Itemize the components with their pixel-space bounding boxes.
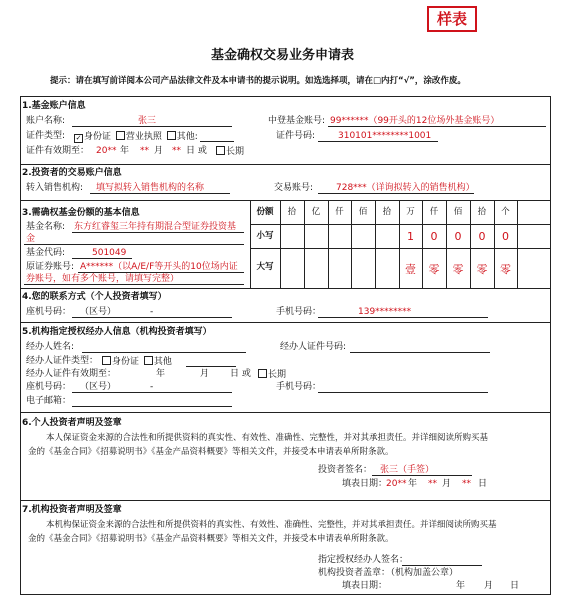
individual-declaration-line2: 金的《基金合同》《招募说明书》《基金产品资料概要》等相关文件，并接受本申请表单所附条款。 <box>28 447 394 457</box>
orig-account-value-line1: A******（以A/E/F等开头的10位场内证 <box>80 262 238 272</box>
fund-name-label: 基金名称: <box>26 222 66 232</box>
fill-date-month: ** <box>428 479 437 489</box>
orig-account-value-line2: 券账号，如有多个账号，请填写完整） <box>26 274 180 284</box>
day-unit: 日 或 <box>186 146 207 156</box>
agent-long-term-option <box>256 369 286 381</box>
fund-code-label: 基金代码: <box>26 248 66 258</box>
day-unit: 日 <box>510 581 520 591</box>
year-unit: 年 <box>456 581 466 591</box>
checkbox-long-term[interactable] <box>216 146 225 155</box>
divider <box>20 200 551 201</box>
uppercase-digit[interactable]: 壹 <box>405 263 416 276</box>
fill-date-label: 填表日期： <box>342 479 388 489</box>
agent-opt-id-label: 身份证 <box>112 357 140 367</box>
lowercase-digit[interactable]: 0 <box>502 230 509 243</box>
divider <box>20 500 551 501</box>
long-term-label: 长期 <box>226 147 245 157</box>
account-name-value: 张三 <box>138 116 157 126</box>
grid-line <box>517 200 518 288</box>
agent-phone-dash: - <box>150 382 154 392</box>
uppercase-label: 大写 <box>256 262 274 272</box>
fill-date-year: 20** <box>386 479 407 489</box>
unit-label: 仟 <box>429 207 439 217</box>
agent-id-field[interactable] <box>350 352 490 353</box>
section-3-heading: 3.需确权基金份额的基本信息 <box>22 208 140 218</box>
lowercase-label: 小写 <box>256 231 274 241</box>
individual-declaration-line1: 本人保证资金来源的合法性和所提供资料的真实性、有效性、准确性、完整性，并对其承担责任。并详细阅读所购买基 <box>46 433 489 443</box>
fund-code-value: 501049 <box>92 248 127 258</box>
divider <box>20 288 551 289</box>
unit-label: 万 <box>406 207 415 217</box>
section-5-heading: 5.机构指定授权经办人信息（机构投资者填写） <box>22 327 212 337</box>
agent-id-type-label: 经办人证件类型： <box>26 356 99 366</box>
lowercase-digit[interactable]: 0 <box>430 230 438 243</box>
uppercase-digit[interactable]: 零 <box>452 263 464 276</box>
orig-account-label: 原证券账号: <box>26 262 75 272</box>
agent-other-id-field[interactable] <box>186 366 236 367</box>
divider <box>20 412 551 413</box>
other-id-field[interactable] <box>200 141 234 142</box>
id-number-label: 证件号码: <box>276 131 316 141</box>
section-7-heading: 7.机构投资者声明及签章 <box>22 505 122 515</box>
validity-year: 20** <box>96 146 117 156</box>
lowercase-digit[interactable]: 1 <box>407 230 414 243</box>
fund-name-field-2[interactable] <box>24 244 244 245</box>
divider <box>20 322 551 323</box>
landline-label: 座机号码： <box>26 307 72 317</box>
day-unit: 日 或 <box>230 369 251 379</box>
fund-name-value-line2: 金 <box>26 234 36 244</box>
orig-account-field-2[interactable] <box>24 284 244 285</box>
agent-landline-field[interactable] <box>72 392 232 393</box>
opt-id-card-label: 身份证 <box>84 132 112 142</box>
month-unit: 月 <box>442 479 452 489</box>
agent-name-label: 经办人姓名: <box>26 342 75 352</box>
validity-label: 证件有效期至： <box>26 146 90 156</box>
fill-date-day: ** <box>462 479 471 489</box>
trade-account-value: 728***（详询拟转入的销售机构） <box>336 183 475 193</box>
sample-stamp: 样表 <box>427 6 477 32</box>
area-code-label: （区号） <box>80 307 117 317</box>
divider <box>20 164 551 165</box>
id-type-options <box>72 131 198 143</box>
month-unit: 月 <box>154 146 164 156</box>
year-unit: 年 <box>156 369 166 379</box>
agent-mobile-label: 手机号码： <box>276 382 322 392</box>
section-1-heading: 1.基金账户信息 <box>22 101 86 111</box>
section-6-heading: 6.个人投资者声明及签章 <box>22 418 122 428</box>
agent-landline-label: 座机号码： <box>26 382 72 392</box>
unit-label: 拾 <box>287 207 297 217</box>
agent-email-field[interactable] <box>72 406 232 407</box>
unit-label: 个 <box>501 207 510 217</box>
mobile-label: 手机号码： <box>276 307 322 317</box>
year-unit: 年 <box>120 146 130 156</box>
validity-month: ** <box>140 146 149 156</box>
agent-area-code-label: （区号） <box>80 382 117 392</box>
lowercase-digit[interactable]: 0 <box>454 230 462 243</box>
zq-account-value: 99******（99开头的12位场外基金账号） <box>330 116 500 126</box>
fund-name-field[interactable] <box>72 232 244 233</box>
institution-date-label: 填表日期： <box>342 581 388 591</box>
institution-seal-note: （机构加盖公章） <box>386 568 459 578</box>
day-unit: 日 <box>478 479 488 489</box>
section-4-heading: 4.您的联系方式（个人投资者填写） <box>22 292 167 302</box>
long-term-option <box>214 146 244 158</box>
unit-label: 亿 <box>311 207 321 217</box>
agent-mobile-field[interactable] <box>318 392 488 393</box>
agent-id-label: 经办人证件号码: <box>280 342 347 352</box>
uppercase-digit[interactable]: 零 <box>500 263 511 276</box>
section-2-heading: 2.投资者的交易账户信息 <box>22 168 122 178</box>
year-unit: 年 <box>408 479 418 489</box>
unit-label: 拾 <box>382 207 392 217</box>
checkbox-agent-id-card[interactable] <box>102 356 111 365</box>
landline-field[interactable] <box>72 317 232 318</box>
account-name-label: 账户名称: <box>26 116 66 126</box>
uppercase-digit[interactable]: 零 <box>476 263 488 276</box>
grid-line <box>250 224 551 225</box>
investor-sign-value: 张三（手签） <box>380 465 435 475</box>
agent-validity-label: 经办人证件有效期至： <box>26 369 117 379</box>
checkbox-business-license[interactable] <box>116 131 125 140</box>
institution-declaration-line2: 金的《基金合同》《招募说明书》《基金产品资料概要》等相关文件，并接受本申请表单所附条款。 <box>28 534 394 544</box>
unit-label: 拾 <box>477 207 487 217</box>
lowercase-digit[interactable]: 0 <box>478 230 486 243</box>
unit-label: 仟 <box>335 207 344 217</box>
uppercase-digit[interactable]: 零 <box>428 263 440 276</box>
agent-sign-label: 指定授权经办人签名： <box>318 555 409 565</box>
zq-account-label: 中登基金账号: <box>268 116 326 126</box>
form-title: 基金确权交易业务申请表 <box>210 48 354 63</box>
agent-id-type-options <box>100 356 172 368</box>
validity-day: ** <box>172 146 181 156</box>
phone-dash: - <box>150 307 154 317</box>
mobile-value: 139******** <box>358 307 412 317</box>
investor-sign-label: 投资者签名： <box>318 465 373 475</box>
share-label: 份额 <box>256 207 274 217</box>
opt-business-license-label: 营业执照 <box>125 132 162 142</box>
id-number-value: 310101********1001 <box>338 131 432 141</box>
agent-sign-field[interactable] <box>402 565 482 566</box>
form-tip: 提示：请在填写前详阅本公司产品法律文件及本申请书的提示说明。如选选择项，请在□内打“√”，涂改作废。 <box>50 76 466 86</box>
fund-name-value-line1: 东方红睿玺三年持有期混合型证券投资基 <box>74 222 237 232</box>
checkbox-other[interactable] <box>167 131 176 140</box>
opt-other-label: 其他: <box>176 132 198 142</box>
unit-label: 佰 <box>358 207 368 217</box>
checkbox-agent-long-term[interactable] <box>258 369 267 378</box>
month-unit: 月 <box>200 369 210 379</box>
id-type-label: 证件类型: <box>26 131 66 141</box>
agent-long-term-label: 长期 <box>268 370 287 380</box>
institution-seal-label: 机构投资者盖章： <box>318 568 391 578</box>
agency-value: 填写拟转入销售机构的名称 <box>96 183 205 193</box>
grid-line <box>250 248 551 249</box>
orig-account-field[interactable] <box>78 272 244 273</box>
agent-email-label: 电子邮箱： <box>26 396 72 406</box>
unit-label: 佰 <box>453 207 463 217</box>
agent-opt-other-label: 其他 <box>153 357 172 367</box>
checkbox-id-card[interactable]: ✓ <box>75 134 82 142</box>
trade-account-label: 交易账号: <box>274 183 314 193</box>
month-unit: 月 <box>484 581 494 591</box>
agent-name-field[interactable] <box>82 352 246 353</box>
institution-declaration-line1: 本机构保证资金来源的合法性和所提供资料的真实性、有效性、准确性、完整性，并对其承担责任。并详细阅读所购买基 <box>46 520 497 530</box>
agency-label: 转入销售机构: <box>26 183 84 193</box>
checkbox-agent-other[interactable] <box>144 356 153 365</box>
